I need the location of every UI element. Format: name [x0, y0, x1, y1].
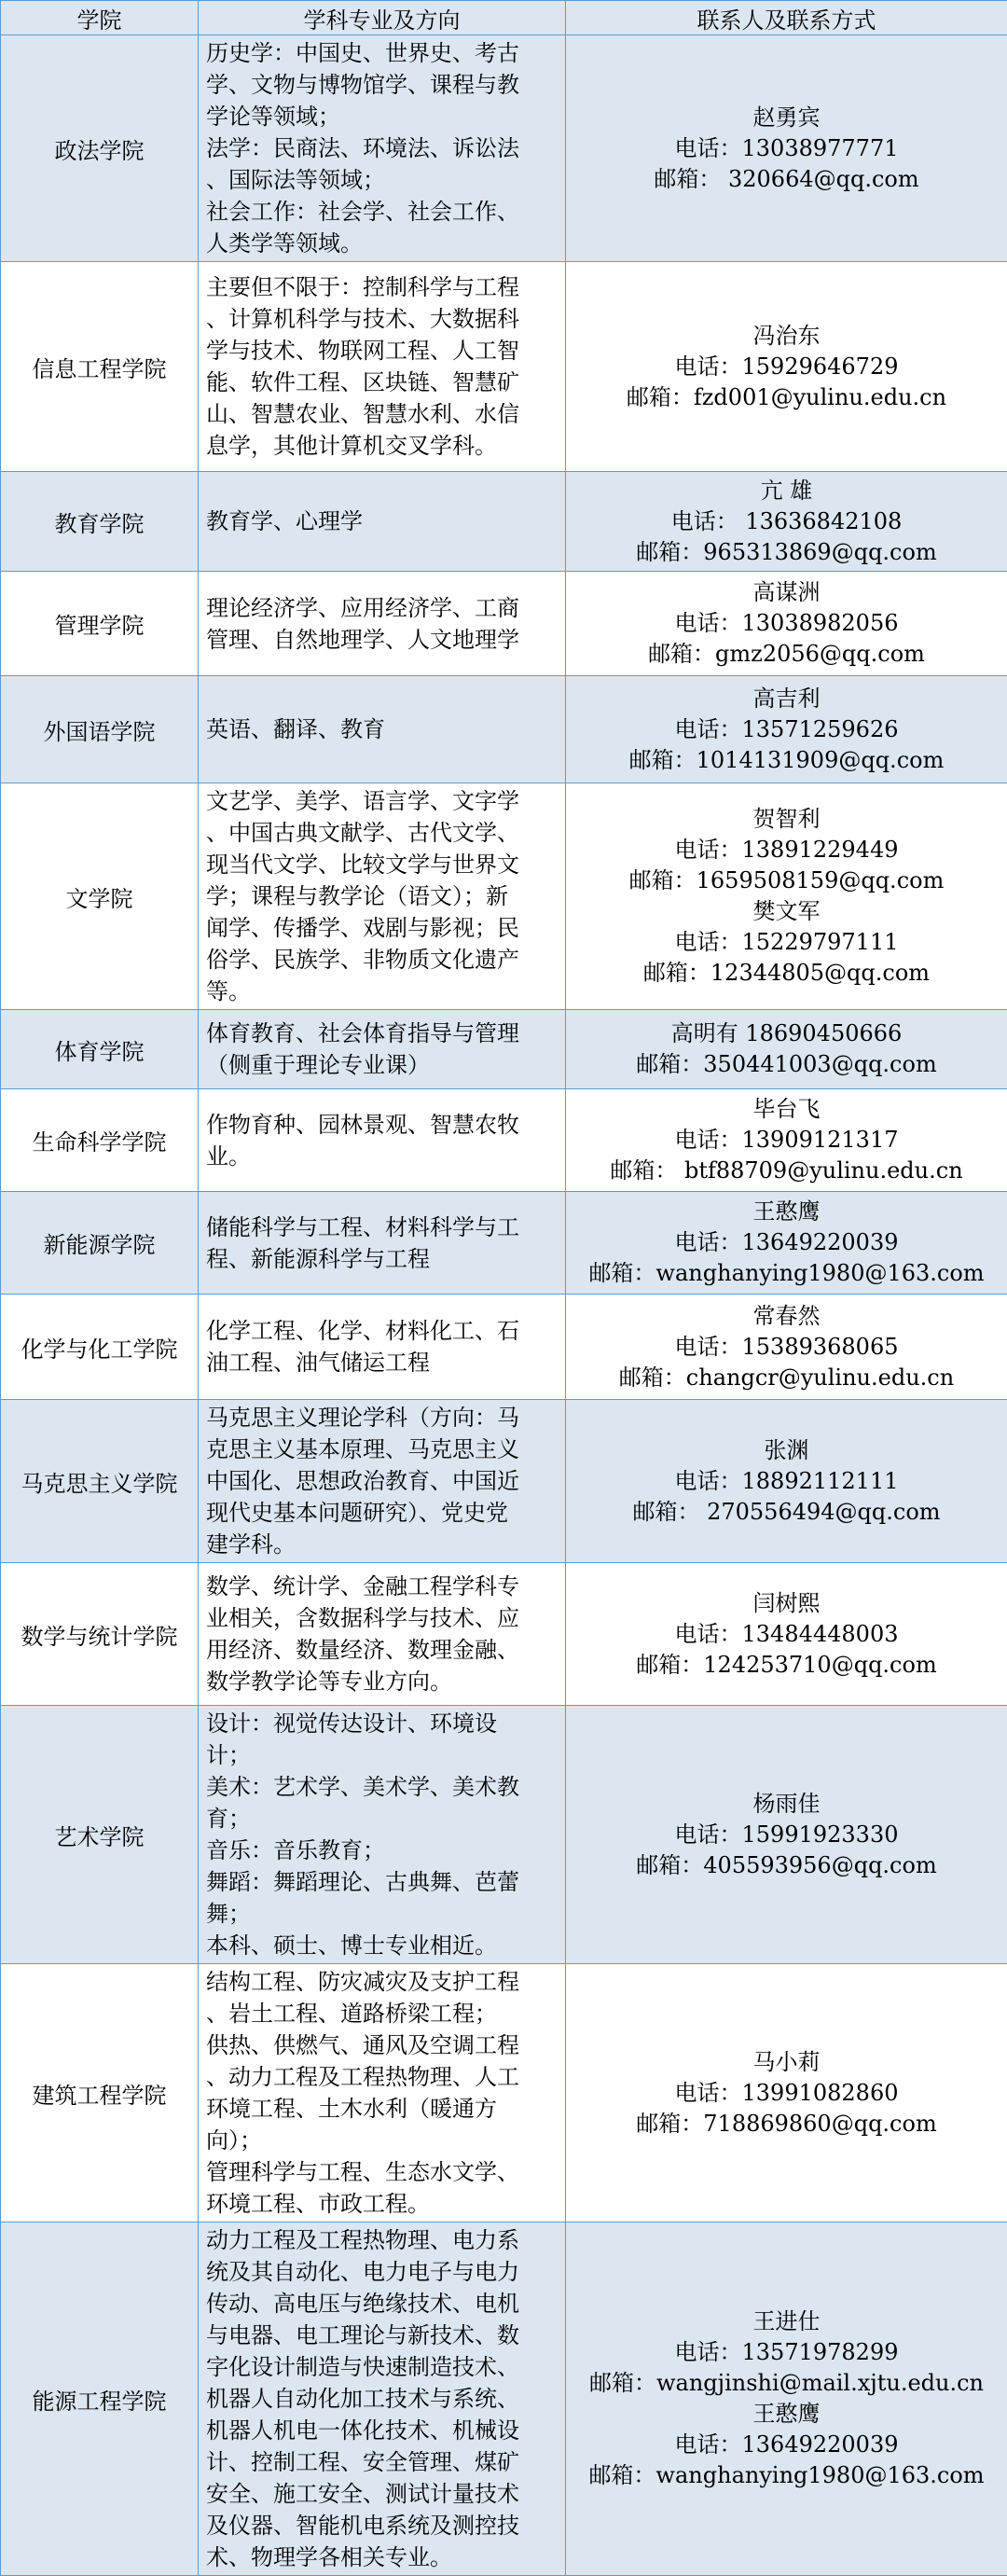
- contact-line: 邮箱：1014131909@qq.com: [566, 745, 1007, 776]
- table-row: [1, 572, 1007, 676]
- major-line: 计；: [206, 1739, 558, 1771]
- contact-line: 邮箱：wanghanying1980@163.com: [566, 2460, 1007, 2491]
- college-name: 教育学院: [1, 472, 199, 572]
- major-line: 及仪器、智能机电系统及测控技: [206, 2510, 558, 2541]
- contact-cell: [566, 1010, 1007, 1089]
- table-row: [1, 1010, 1007, 1089]
- college-name: 马克思主义学院: [1, 1400, 199, 1563]
- college-name: 生命科学学院: [1, 1089, 199, 1192]
- table-row: [1, 783, 1007, 1010]
- major-line: 马克思主义理论学科（方向：马: [206, 1402, 558, 1433]
- table-row: [1, 1295, 1007, 1400]
- major-line: 设计：视觉传达设计、环境设: [206, 1708, 558, 1739]
- contact-line: 电话：13484448003: [566, 1619, 1007, 1650]
- major-cell: [199, 1192, 566, 1295]
- college-name: 新能源学院: [1, 1192, 199, 1295]
- major-line: 管理、自然地理学、人文地理学: [206, 624, 558, 656]
- contact-cell: [566, 1400, 1007, 1563]
- college-name: 文学院: [1, 783, 199, 1010]
- major-line: 历史学：中国史、世界史、考古: [206, 37, 558, 69]
- table-row: [1, 1563, 1007, 1706]
- major-line: 学；课程与教学论（语文）；新: [206, 880, 558, 912]
- contact-line: 邮箱：718869860@qq.com: [566, 2109, 1007, 2140]
- major-line: 学论等领域；: [206, 101, 558, 132]
- major-line: 、中国古典文献学、古代文学、: [206, 817, 558, 849]
- contact-line: 张渊: [566, 1435, 1007, 1466]
- major-line: 俗学、民族学、非物质文化遗产: [206, 944, 558, 976]
- table-row: [1, 676, 1007, 783]
- college-name: 信息工程学院: [1, 262, 199, 472]
- major-line: （侧重于理论专业课）: [206, 1049, 558, 1081]
- contact-cell: [566, 572, 1007, 676]
- contact-line: 电话：18892112111: [566, 1466, 1007, 1497]
- header-majors: 学科专业及方向: [199, 1, 566, 35]
- contact-cell: [566, 262, 1007, 472]
- contact-line: 电话：13038977771: [566, 133, 1007, 164]
- contact-line: 邮箱：gmz2056@qq.com: [566, 639, 1007, 670]
- contact-line: 电话：13991082860: [566, 2078, 1007, 2109]
- major-line: 与电器、电工理论与新技术、数: [206, 2320, 558, 2351]
- college-name: 化学与化工学院: [1, 1295, 199, 1400]
- major-line: 本科、硕士、博士专业相近。: [206, 1930, 558, 1961]
- contact-line: 电话：13571978299: [566, 2337, 1007, 2368]
- major-line: 机器人机电一体化技术、机械设: [206, 2415, 558, 2446]
- major-line: 现代史基本问题研究）、党史党: [206, 1497, 558, 1529]
- contact-line: 电话：13038982056: [566, 608, 1007, 639]
- contact-line: 邮箱：1659508159@qq.com: [566, 866, 1007, 896]
- contact-line: 邮箱：124253710@qq.com: [566, 1650, 1007, 1681]
- major-line: 学、文物与博物馆学、课程与教: [206, 69, 558, 101]
- major-cell: [199, 1400, 566, 1563]
- contact-line: 邮箱：changcr@yulinu.edu.cn: [566, 1363, 1007, 1393]
- major-line: 理论经济学、应用经济学、工商: [206, 592, 558, 624]
- table-body: [1, 35, 1007, 2576]
- major-line: 人类学等领域。: [206, 228, 558, 259]
- major-cell: [199, 2223, 566, 2576]
- college-name: 建筑工程学院: [1, 1964, 199, 2223]
- major-line: 音乐：音乐教育；: [206, 1835, 558, 1866]
- contact-line: 高吉利: [566, 684, 1007, 714]
- table-header-row: [1, 1, 1007, 35]
- contact-line: 高明有 18690450666: [566, 1018, 1007, 1049]
- contact-line: 邮箱：wangjinshi@mail.xjtu.edu.cn: [566, 2368, 1007, 2399]
- major-line: 法学：民商法、环境法、诉讼法: [206, 132, 558, 164]
- major-line: 能、软件工程、区块链、智慧矿: [206, 367, 558, 398]
- major-line: 程、新能源科学与工程: [206, 1243, 558, 1275]
- contact-line: 王进仕: [566, 2306, 1007, 2337]
- major-line: 建学科。: [206, 1529, 558, 1560]
- major-line: 、动力工程及工程热物理、人工: [206, 2061, 558, 2093]
- contact-line: 电话：13571259626: [566, 714, 1007, 745]
- table-row: [1, 35, 1007, 262]
- contact-line: 王憨鹰: [566, 1197, 1007, 1227]
- header-contacts: 联系人及联系方式: [566, 1, 1007, 35]
- major-line: 山、智慧农业、智慧水利、水信: [206, 398, 558, 430]
- college-name: 艺术学院: [1, 1706, 199, 1964]
- contact-cell: [566, 1563, 1007, 1706]
- contact-line: 邮箱： btf88709@yulinu.edu.cn: [566, 1156, 1007, 1186]
- major-line: 闻学、传播学、戏剧与影视；民: [206, 912, 558, 944]
- college-name: 外国语学院: [1, 676, 199, 783]
- major-cell: [199, 572, 566, 676]
- college-name: 数学与统计学院: [1, 1563, 199, 1706]
- contact-line: 电话：13649220039: [566, 2430, 1007, 2460]
- major-line: 机器人自动化加工技术与系统、: [206, 2383, 558, 2415]
- contact-line: 亢 雄: [566, 476, 1007, 506]
- major-cell: [199, 1089, 566, 1192]
- table-row: [1, 262, 1007, 472]
- major-line: 油工程、油气储运工程: [206, 1347, 558, 1378]
- contact-cell: [566, 783, 1007, 1010]
- major-cell: [199, 1010, 566, 1089]
- contact-line: 贺智利: [566, 804, 1007, 835]
- table-row: [1, 1400, 1007, 1563]
- contact-line: 邮箱：350441003@qq.com: [566, 1049, 1007, 1080]
- major-line: 环境工程、土木水利（暖通方: [206, 2093, 558, 2125]
- major-line: 供热、供燃气、通风及空调工程: [206, 2029, 558, 2061]
- major-line: 储能科学与工程、材料科学与工: [206, 1212, 558, 1243]
- header-college: 学院: [1, 1, 199, 35]
- contact-cell: [566, 35, 1007, 262]
- major-line: 业。: [206, 1141, 558, 1172]
- major-line: 作物育种、园林景观、智慧农牧: [206, 1109, 558, 1141]
- contact-line: 电话：13891229449: [566, 835, 1007, 866]
- contact-cell: [566, 1964, 1007, 2223]
- contact-line: 常春然: [566, 1301, 1007, 1332]
- major-line: 育；: [206, 1803, 558, 1835]
- major-line: 向）；: [206, 2125, 558, 2156]
- major-line: 用经济、数量经济、数理金融、: [206, 1634, 558, 1666]
- major-line: 环境工程、市政工程。: [206, 2188, 558, 2220]
- major-line: 管理科学与工程、生态水文学、: [206, 2156, 558, 2188]
- contact-line: 邮箱：wanghanying1980@163.com: [566, 1258, 1007, 1289]
- major-line: 美术：艺术学、美术学、美术教: [206, 1771, 558, 1803]
- contact-line: 电话：15929646729: [566, 352, 1007, 382]
- college-name: 体育学院: [1, 1010, 199, 1089]
- major-line: 舞；: [206, 1898, 558, 1930]
- major-line: 安全、施工安全、测试计量技术: [206, 2478, 558, 2510]
- table-row: [1, 472, 1007, 572]
- major-line: 计、控制工程、安全管理、煤矿: [206, 2446, 558, 2478]
- major-line: 业相关，含数据科学与技术、应: [206, 1602, 558, 1634]
- contact-line: 马小莉: [566, 2047, 1007, 2078]
- contact-line: 高谋洲: [566, 577, 1007, 608]
- major-line: 字化设计制造与快速制造技术、: [206, 2351, 558, 2383]
- contact-line: 邮箱：12344805@qq.com: [566, 958, 1007, 989]
- major-line: 数学教学论等专业方向。: [206, 1666, 558, 1697]
- major-cell: [199, 1295, 566, 1400]
- major-line: 数学、统计学、金融工程学科专: [206, 1571, 558, 1602]
- major-line: 中国化、思想政治教育、中国近: [206, 1465, 558, 1497]
- major-line: 体育教育、社会体育指导与管理: [206, 1018, 558, 1049]
- contact-cell: [566, 676, 1007, 783]
- major-cell: [199, 472, 566, 572]
- major-line: 、岩土工程、道路桥梁工程；: [206, 1998, 558, 2029]
- contact-line: 邮箱： 270556494@qq.com: [566, 1497, 1007, 1528]
- major-cell: [199, 1563, 566, 1706]
- major-cell: [199, 262, 566, 472]
- major-line: 主要但不限于：控制科学与工程: [206, 271, 558, 303]
- college-name: 管理学院: [1, 572, 199, 676]
- table-row: [1, 1089, 1007, 1192]
- contact-line: 闫树熙: [566, 1588, 1007, 1619]
- major-line: 化学工程、化学、材料化工、石: [206, 1315, 558, 1347]
- contact-line: 邮箱： 320664@qq.com: [566, 164, 1007, 195]
- major-line: 统及其自动化、电力电子与电力: [206, 2256, 558, 2288]
- contact-cell: [566, 2223, 1007, 2576]
- contact-cell: [566, 1192, 1007, 1295]
- table-row: [1, 1706, 1007, 1964]
- major-line: 舞蹈：舞蹈理论、古典舞、芭蕾: [206, 1866, 558, 1898]
- major-cell: [199, 35, 566, 262]
- contact-line: 电话：15389368065: [566, 1332, 1007, 1363]
- major-cell: [199, 1964, 566, 2223]
- contact-line: 邮箱：405593956@qq.com: [566, 1850, 1007, 1881]
- major-line: 动力工程及工程热物理、电力系: [206, 2224, 558, 2256]
- contact-cell: [566, 1295, 1007, 1400]
- major-cell: [199, 676, 566, 783]
- major-line: 结构工程、防灾减灾及支护工程: [206, 1966, 558, 1998]
- contact-line: 王憨鹰: [566, 2399, 1007, 2430]
- table-row: [1, 2223, 1007, 2576]
- contact-line: 电话：15991923330: [566, 1820, 1007, 1850]
- contact-line: 冯治东: [566, 321, 1007, 352]
- contact-line: 杨雨佳: [566, 1789, 1007, 1820]
- major-line: 息学，其他计算机交叉学科。: [206, 430, 558, 462]
- major-line: 、国际法等领域；: [206, 164, 558, 196]
- contact-cell: [566, 1706, 1007, 1964]
- contact-line: 樊文军: [566, 896, 1007, 927]
- table-row: [1, 1964, 1007, 2223]
- major-line: 克思主义基本原理、马克思主义: [206, 1433, 558, 1465]
- contact-cell: [566, 472, 1007, 572]
- major-line: 社会工作：社会学、社会工作、: [206, 196, 558, 228]
- major-cell: [199, 1706, 566, 1964]
- contact-cell: [566, 1089, 1007, 1192]
- contact-line: 电话：13909121317: [566, 1125, 1007, 1156]
- contact-line: 赵勇宾: [566, 103, 1007, 133]
- contact-line: 邮箱：fzd001@yulinu.edu.cn: [566, 382, 1007, 413]
- college-name: 能源工程学院: [1, 2223, 199, 2576]
- major-line: 、计算机科学与技术、大数据科: [206, 303, 558, 335]
- major-line: 英语、翻译、教育: [206, 713, 558, 745]
- contact-line: 电话： 13636842108: [566, 506, 1007, 537]
- major-line: 等。: [206, 976, 558, 1007]
- major-line: 教育学、心理学: [206, 506, 558, 537]
- college-name: 政法学院: [1, 35, 199, 262]
- major-line: 现当代文学、比较文学与世界文: [206, 849, 558, 880]
- major-line: 学与技术、物联网工程、人工智: [206, 335, 558, 367]
- contact-line: 邮箱：965313869@qq.com: [566, 537, 1007, 568]
- contact-line: 电话：13649220039: [566, 1227, 1007, 1258]
- major-cell: [199, 783, 566, 1010]
- contact-line: 电话：15229797111: [566, 927, 1007, 958]
- major-line: 文艺学、美学、语言学、文字学: [206, 785, 558, 817]
- major-line: 术、物理学各相关专业。: [206, 2541, 558, 2573]
- major-line: 传动、高电压与绝缘技术、电机: [206, 2288, 558, 2320]
- table-row: [1, 1192, 1007, 1295]
- contact-line: 毕台飞: [566, 1094, 1007, 1125]
